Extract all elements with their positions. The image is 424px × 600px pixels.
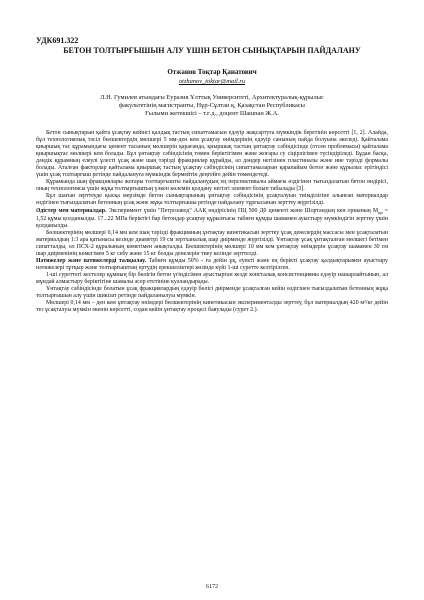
methods-heading: Әдістер мен материалдар.: [36, 207, 107, 214]
affiliation: [36, 94, 388, 118]
methods-text-cont: = 1,52 құмы қолданылды. 17...22 МПа беріктігі бар бетондар ұсақтау құрылғысы табиғи құмды шамамен ауыстыру мүмкіндігін зерттеу үшін қолданылды.: [36, 207, 388, 229]
paper-body: [36, 130, 388, 314]
methods-paragraph: [36, 208, 388, 230]
paper-title: БЕТОН ТОЛТЫРҒЫШЫН АЛУ ҮШІН БЕТОН СЫНЫҚТАРЫН ПАЙДАЛАНУ: [63, 46, 361, 55]
methods-text: Эксперимент үшін "Петрозавод" ААҚ өндірісінің ПЦ 500 Д0 цементі және Шортандың кен орнының М: [106, 207, 379, 214]
affiliation-line: Л.Н. Гумилев атындағы Еуразия Ұлттық Университеті, Архитектуралық-құрылыс: [100, 94, 324, 101]
body-paragraph: Мөлшері 0,14 мм – ден кем ұнтақтау өнімдері бөлшектерінің кинетикасын эксперименталды зерттеу, бұл материалдың 420 м²/кг дейін тез ұсақталуы мүмкін екенін көрсетті, содан кейін ұнтақтау процесі баяулады (сурет 2.).: [36, 300, 388, 314]
body-paragraph: Бөлшектерінің мөлшері 0,14 мм кем шаң тәрізді фракцияның ұнтақтау кинетикасын зерттеу ұсақ денелердің массасы мен ұсақталатын материалдың 1:3 ара қатынасы кезінде диаметрі 19 см зертханалық шар диірменде жүргізілді. Ұнтақтау ұсақ ұнтақталған мөлшегі бетімен сипатталды, ол ПСХ-2 құралының көмегімен анықталды. Бөлшектерінің мөлшері 10 мм кем ұнтақтау өнімдерін ұсақтау шамамен 30 см шар диірменінің көмегімен 5 кг себу және 15 кг болды денелерін тиеу кезінде зерттелді.: [36, 229, 388, 257]
results-heading: Нәтижелер және нәтижелерді талқылау.: [36, 258, 146, 265]
results-paragraph: [36, 258, 388, 272]
author-email[interactable]: otzhanov_toktar@mail.ru: [178, 78, 246, 85]
body-paragraph: Бұл шағын зерттеуде қысқа мерзімде бетон сынықтарының ұнтақтау сәбіндісінің ұсақталуын тиімділігіне алынған материалдар өздігінен тығыздалатын бетонның ұсақ және жұқа толтырғышы ретінде пайдалану тұрғысынан зерттеу жүргізілді.: [36, 193, 388, 207]
paper-page: [36, 36, 388, 314]
body-paragraph: Ұнтақтау сәбіндісінде болатын ұсақ фракциялардың едәуір бөлігі диірменде ұсақталған кейін өздігінен тығыздалатын бетонның жұқа толтырғышын алу үшін шикізат ретінде пайдаланылуы мүмкін.: [36, 286, 388, 300]
udk-code: УДК691.322: [36, 36, 79, 45]
affiliation-line: факультетінің магистранты, Нұр-Сұлтан қ, Қазақстан Республикасы: [119, 102, 305, 109]
page-number: 6172: [206, 584, 218, 590]
body-paragraph: Құрамында шаң фракциялары жоғары толтырғышты пайдаланудың ең перспективалы аймағы өздігінен тығыздалатын бетон өндірісі, оның технологиясы үшін жұқа толтырғыштың үлкен көлемін қолдану негізгі элемент болып табылады [3].: [36, 179, 388, 193]
subscript: кр: [378, 209, 383, 215]
results-text: Табиғи құмды 50% - ға дейін ұқ, еуекті және ең берікті ұсақтау қалдықтарымен ауыстыру нәтижелері тұтқыр және толтырғыштың ертудің ерекшеліктері көзінде күйі 1-ші суретте келтірілген.: [36, 258, 388, 272]
author-name: Отжанов Тоқтар Қанатович: [167, 68, 257, 76]
supervisor-line: Ғылыми жетекшісі – т.ғ.д., доцент Шашпан Ж.А.: [145, 110, 279, 117]
body-paragraph: Бетон сынықтарын қайта ұсақтау кейінгі қалдық тастың сипаттамасын едәуір жақсартуға мүмкіндік беретінін көрсетті [1, 2]. Алайда, бұл технологиялық тәсіл бөлшектердің мөлшері 5 мм-ден кем ұсақтау өнімдерінің едәуір санының пайда болуына әкеледі. Қайталама қиыршық тас құрамындағы цемент тасының мөлшерін қарағанда, қиыршық тастың ұнтақтау сәбіндісінде (отсев проблемасы) қайталама қиыршықтас мөлшері кем болады. Бұл ұнтақтау сәбіндісінің төмен беріктігімен және жоғары су сіңірлігімен түсіндіріледі. Бұдан басқа, дәндік құрамның елеулі ұлесті ұсақ және шаң тәрізді фракциялар құрайды, ал дәндер негізінен пластиналы және ине тәрізді формалы болады. Аталған факторлар қайталама қиыршық тастың ұсақтау сәбіндісінің сипаттамаларын қарапайым бетон және құрылыс ерітіндісі үшін ұсақ толтырғыш ретінде пайдалануға мүмкіндік бермейтін деңгейге дейін төмендетеді.: [36, 130, 388, 179]
body-paragraph: 1-ші суреттегі кестелер құмның бір бөлігін бетон үгіндісімен ауыстырған кезде консталық консистенцияны едәуір нашарлайтынын, ал мұндай алмастыру беріктігіне шамалы әсер ететініне куәландырады.: [36, 272, 388, 286]
